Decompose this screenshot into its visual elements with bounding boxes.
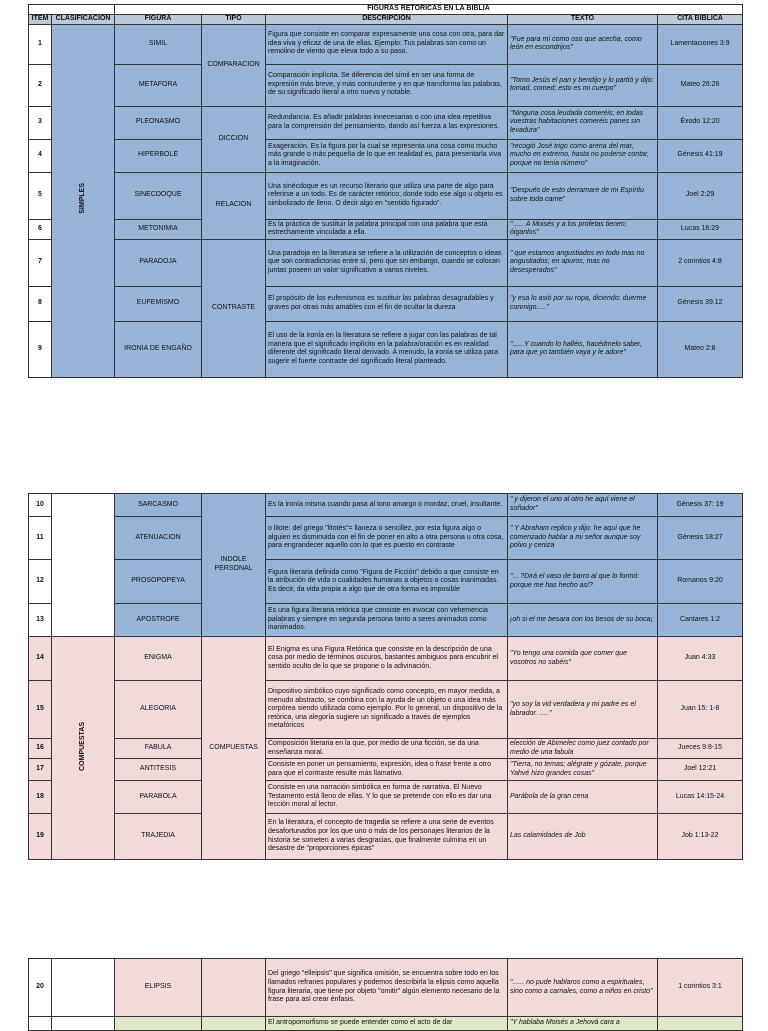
figure-name: ALEGORIA [115, 681, 202, 739]
citation-cell: Mateo 26:26 [658, 64, 743, 106]
item-number: 16 [29, 739, 52, 759]
citation-cell: Génesis 18:27 [658, 517, 743, 560]
item-number: 7 [29, 239, 52, 286]
text-cell: "...... no pude hablaros como a espirituales, sino como a carnales, como a niños en cristo" [508, 959, 658, 1017]
item-number: 1 [29, 24, 52, 64]
col-figura-header: FIGURA [115, 15, 202, 25]
figure-name: SIMIL [115, 24, 202, 64]
citation-cell: 2 corintios 4:8 [658, 239, 743, 286]
citation-cell: Lucas 14:15-24 [658, 781, 743, 814]
col-cita-header: CITA BIBLICA [658, 15, 743, 25]
text-cell: Parábola de la gran cena [508, 781, 658, 814]
table-row [29, 814, 743, 860]
figure-name: PARABOLA [115, 781, 202, 814]
citation-cell: Jueces 9:8-15 [658, 739, 743, 759]
item-number: 4 [29, 139, 52, 172]
type-cell [202, 959, 266, 1017]
description-cell: Es la ironía misma cuando pasa al tono amargo o mordaz, cruel, insultante. [266, 494, 508, 517]
citation-cell: Lucas 16:29 [658, 219, 743, 239]
classification-cell [52, 637, 115, 860]
table-row [29, 24, 743, 64]
figure-name: TRAJEDIA [115, 814, 202, 860]
citation-cell: Éxodo 12:20 [658, 106, 743, 139]
item-number: 2 [29, 64, 52, 106]
text-cell: "y esa lo asió por su ropa, diciendo: duerme conmigo....." [508, 286, 658, 321]
description-cell: Una sinécdoque es un recurso literario que utiliza una parte de algo para referirse a un todo. Es de carácter retórico, donde todo ese algo u objeto es simbolizado de lleno. O decir algo en "sentido figurado". [266, 172, 508, 219]
text-cell: elección de Abimelec como juez contado por medio de una fabula [508, 739, 658, 759]
description-cell: Es la práctica de sustituir la palabra principal con una palabra que está estrechamente vinculada a ella. [266, 219, 508, 239]
table-row [29, 239, 743, 286]
description-cell: En la literatura, el concepto de tragedia se refiere a una serie de eventos desafortunados por los que uno o más de los personajes literarios de la historia se someten a varias desgracias, que finalmente culmina en un desastre de "proporciones épicas" [266, 814, 508, 860]
figure-name: ANTITESIS [115, 759, 202, 781]
table-row [29, 560, 743, 604]
classification-label: COMPUESTAS [78, 721, 86, 771]
item-number: 6 [29, 219, 52, 239]
citation-cell: Mateo 2:8 [658, 321, 743, 377]
citation-cell: Génesis 39.12 [658, 286, 743, 321]
figure-name: PARADOJA [115, 239, 202, 286]
text-cell: "Tierra, no temas; alégrate y gózate, porque Yahvé hizo grandes cosas" [508, 759, 658, 781]
item-number: 15 [29, 681, 52, 739]
description-cell: Exageración. Es la figura por la cual se representa una cosa como mucho más grande o más pequeña de lo que en realidad es, para presentarla viva a la imaginación. [266, 139, 508, 172]
text-cell: " ..... A Moisés y a los profetas tienen; óiganlos" [508, 219, 658, 239]
description-cell: Del griego "elleipsis" que significa omisión, se encuentra sobre todo en los llamados refranes populares y podemos describirla la elipsis como aquella figura literaria, que tiene por objeto "omitir" algún elemento necesario de la frase para así crear énfasis. [266, 959, 508, 1017]
table-row [29, 781, 743, 814]
description-cell: Consiste en poner un pensamiento, expresión, idea o frase frente a otro para que el contraste resulte más llamativo. [266, 759, 508, 781]
table-row [29, 321, 743, 377]
citation-cell: Joel 2:29 [658, 172, 743, 219]
figure-name: ELIPSIS [115, 959, 202, 1017]
description-cell: Figura que consiste en comparar expresamente una cosa con otra, para dar idea viva y eficaz de una de ellas. Ejemplo: Tus palabras son como un remolino de viento que eleva todo a su paso. [266, 24, 508, 64]
table-row [29, 517, 743, 560]
figures-table-2 [28, 493, 743, 860]
text-cell: "Ninguna cosa leudada comeréis; en todas vuestras habitaciones comeréis panes sin levadura" [508, 106, 658, 139]
figure-name: FABULA [115, 739, 202, 759]
figure-name: SINECDOQUE [115, 172, 202, 219]
text-cell: "Y hablaba Moisés a Jehová cara a [508, 1017, 658, 1031]
type-cell: CONTRASTE [202, 239, 266, 377]
figure-name: SARCASMO [115, 494, 202, 517]
text-cell: "Fue para mí como oso que acecha, como león en escondrijos" [508, 24, 658, 64]
table-row [29, 139, 743, 172]
text-cell: "Yo tengo una comida que comer que vosotros no sabéis" [508, 637, 658, 681]
type-cell: COMPUESTAS [202, 637, 266, 860]
text-cell: ¡oh si el me besara con los besos de su boca¡ [508, 604, 658, 637]
item-number: 13 [29, 604, 52, 637]
description-cell: o litote: del griego "litotés"= llaneza o sencillez, por esta figura algo o alguien es disminuida con el fin de poner en alto a otra persona u otra cosa, para engrandecer aquello con lo que es puesto en contraste [266, 517, 508, 560]
description-cell: El propósito de los eufemismos es sustituir las palabras desagradables y graves por otras más amables con el fin de ocultar la dureza [266, 286, 508, 321]
table-row [29, 681, 743, 739]
text-cell: Las calamidades de Job [508, 814, 658, 860]
table-row [29, 219, 743, 239]
text-cell: "yo soy la vid verdadera y mi padre es el labrador. ....." [508, 681, 658, 739]
citation-cell: Lamentaciones 3:9 [658, 24, 743, 64]
citation-cell: 1 corintios 3:1 [658, 959, 743, 1017]
description-cell: Figura literaria definida como "Figura de Ficción" debido a que consiste en la atribución de vida o cualidades humanas a objetos o cosas inanimadas. Es decir, da vida propia a algo que de otra forma es imposible [266, 560, 508, 604]
type-cell: DICCION [202, 106, 266, 172]
item-number: 3 [29, 106, 52, 139]
type-cell: INDOLE PERSONAL [202, 494, 266, 637]
figure-name: METONIMIA [115, 219, 202, 239]
item-number: 10 [29, 494, 52, 517]
item-number: 18 [29, 781, 52, 814]
figure-name: HIPERBOLE [115, 139, 202, 172]
figure-name: APOSTROFE [115, 604, 202, 637]
table-row [29, 494, 743, 517]
citation-cell: Juan 4:33 [658, 637, 743, 681]
text-cell: "... ?Dirá el vaso de barro al que lo formó: porque me has hecho así? [508, 560, 658, 604]
citation-cell: Cantares 1:2 [658, 604, 743, 637]
text-cell: " y dijeron el uno al otro he aquí viene el soñador" [508, 494, 658, 517]
item-number: 19 [29, 814, 52, 860]
table-row [29, 604, 743, 637]
description-cell: El Enigma es una Figura Retórica que consiste en la descripción de una cosa por medio de términos oscuros, bastantes ambiguos para encubrir el sentido oculto de lo que se propone o la adivinación. [266, 637, 508, 681]
description-cell: Dispositivo simbólico cuyo significado como concepto, en mayor medida, a menudo abstracto, se combina con la ayuda de un objeto o una idea más corpórea siendo utilizada como ejemplo. Por lo general, un dispositivo de la retórica, una alegoría sugiere un significado a través de ejemplos metafóricos [266, 681, 508, 739]
item-number: 12 [29, 560, 52, 604]
classification-cell [52, 959, 115, 1017]
citation-cell: Joel 12:21 [658, 759, 743, 781]
item-number: 5 [29, 172, 52, 219]
table-row [29, 759, 743, 781]
figure-name: METAFORA [115, 64, 202, 106]
figure-name: PROSOPOPEYA [115, 560, 202, 604]
type-cell: RELACION [202, 172, 266, 239]
col-texto-header: TEXTO [508, 15, 658, 25]
table-title: FIGURAS RETORICAS EN LA BIBLIA [115, 5, 743, 15]
table-row [29, 286, 743, 321]
figure-name: EUFEMISMO [115, 286, 202, 321]
item-number: 9 [29, 321, 52, 377]
description-cell: Consiste en una narración simbólica en forma de narrativa. El Nuevo Testamento está lleno de ellas. Y lo que se pretende con ello es dar una lección moral al lector. [266, 781, 508, 814]
description-cell: Es una figura literaria retórica que consiste en invocar con vehemencia palabras y siempre en segunda persona tanto a seres animados como inanimados. [266, 604, 508, 637]
description-cell: Redundancia. Es añadir palabras innecesarias o con una idea repetitiva para la comprensión del pensamiento, dando así fuerza a las expresiones. [266, 106, 508, 139]
item-number: 11 [29, 517, 52, 560]
table-row [29, 106, 743, 139]
col-item-header: ITEM [29, 15, 52, 25]
classification-cell [52, 494, 115, 637]
text-cell: "recogió José trigo como arena del mar, mucho en extremo, hasta no poderse contar, porque no tenía número" [508, 139, 658, 172]
citation-cell: Job 1:13-22 [658, 814, 743, 860]
item-number: 20 [29, 959, 52, 1017]
item-number: 8 [29, 286, 52, 321]
text-cell: " Y Abraham replico y dijo: he aquí que he comenzado hablar a mi señor aunque soy polvo y ceniza [508, 517, 658, 560]
table-row [29, 64, 743, 106]
citation-cell: Génesis 41:19 [658, 139, 743, 172]
description-cell: Composición literaria en la que, por medio de una ficción, se da una enseñanza moral. [266, 739, 508, 759]
figures-table-3 [28, 958, 743, 1031]
classification-cell [52, 24, 115, 377]
col-tipo-header: TIPO [202, 15, 266, 25]
description-cell: El antropomorfismo se puede entender como el acto de dar [266, 1017, 508, 1031]
table-row [29, 637, 743, 681]
text-cell: " que estamos angustiados en todo mas no angustiados; en apuros, mas no desesperados" [508, 239, 658, 286]
text-cell: "......Y cuando lo halléis, hacédmelo saber, para que yo también vaya y le adore" [508, 321, 658, 377]
citation-cell: Juan 15: 1-8 [658, 681, 743, 739]
item-number: 14 [29, 637, 52, 681]
type-cell: COMPARACION [202, 24, 266, 106]
table-row [29, 739, 743, 759]
text-cell: "Después de esto derramare de mi Espíritu sobre toda carne" [508, 172, 658, 219]
table-row [29, 172, 743, 219]
figure-name: ENIGMA [115, 637, 202, 681]
item-number: 17 [29, 759, 52, 781]
figures-table-1 [28, 4, 743, 378]
col-clasificacion-header: CLASIFICACION [52, 15, 115, 25]
citation-cell: Génesis 37: 19 [658, 494, 743, 517]
classification-label: SIMPLES [78, 183, 86, 215]
table-row [29, 959, 743, 1017]
description-cell: Una paradoja en la literatura se refiere a la utilización de conceptos o ideas que son contradictorias entre sí, pero que sin embargo, cuando se colocan juntas poseen un valor significativo a varios niveles. [266, 239, 508, 286]
description-cell: Comparación implícita. Se diferencia del símil en ser una forma de expresión más breve, y más contundente y en que transforma las palabras, de su significado literal a otro nuevo y notable. [266, 64, 508, 106]
description-cell: El uso de la ironía en la literatura se refiere a jugar con las palabras de tal manera que el significado implícito en la palabra/oración es en realidad diferente del significado literal derivado. A menudo, la ironía se utiliza para sugerir el fuerte contraste del significado literal planteado. [266, 321, 508, 377]
text-cell: "Tomo Jesús el pan y bendijo y lo partió y dijo: tomad, comed; esto es mi cuerpo" [508, 64, 658, 106]
figure-name: ATENUACION [115, 517, 202, 560]
header-row [29, 15, 743, 25]
col-descripcion-header: DESCRIPCION [266, 15, 508, 25]
citation-cell: Romanos 9:20 [658, 560, 743, 604]
figure-name: PLEONASMO [115, 106, 202, 139]
figure-name: IRONIA DE ENGAÑO [115, 321, 202, 377]
